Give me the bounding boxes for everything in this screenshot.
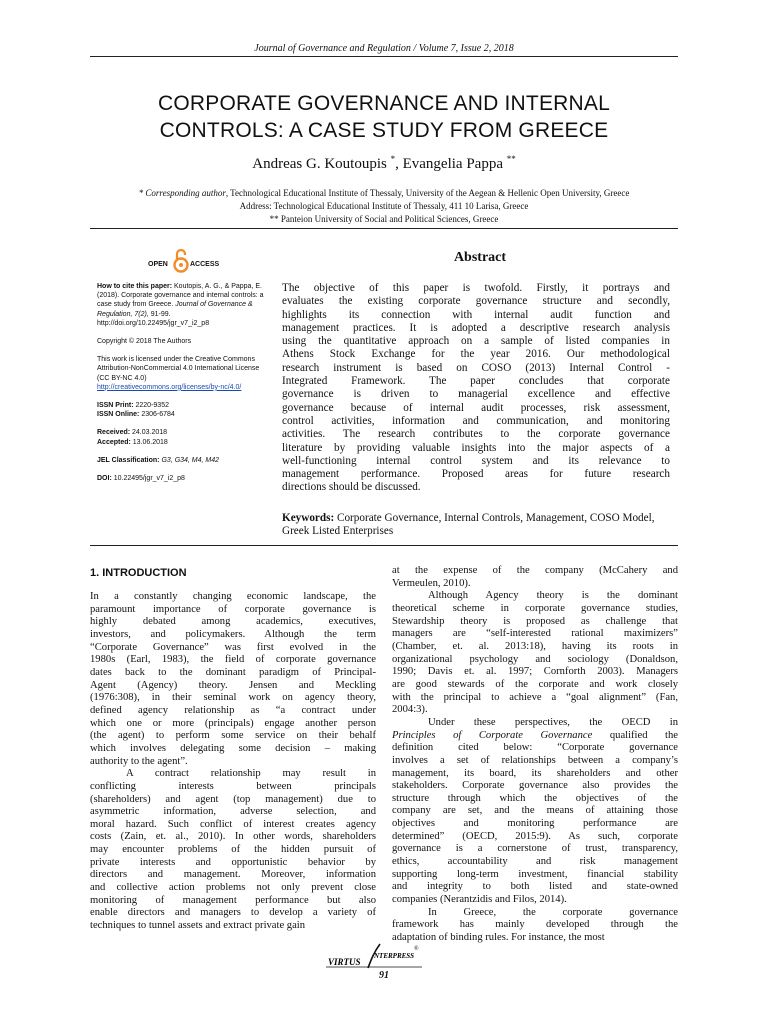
- body-line: are good stewards of the corporate and work closely: [392, 678, 678, 690]
- keywords: [282, 512, 670, 538]
- body-line: which involves delegating some decision – making: [90, 742, 376, 754]
- body-line: adaptation of binding rules. For instance, the most: [392, 932, 605, 944]
- abstract-line: directions should be discussed.: [282, 481, 421, 494]
- abstract-line: well-functioning internal control system and its relevance to: [282, 454, 670, 467]
- body-line: private interests and opportunistic behavior by: [90, 856, 376, 868]
- title-line-2: CONTROLS: A CASE STUDY FROM GREECE: [159, 119, 609, 142]
- abstract-line: governance because of internal audit processes, risk assessment,: [282, 401, 670, 414]
- body-line: enable directors and managers to develop a variety of: [90, 907, 376, 919]
- corresponding-author-label: * Corresponding author: [138, 188, 226, 198]
- jel-value: G3, G34, M4, M42: [159, 456, 220, 464]
- body-line: ethics, accountability and risk management: [392, 856, 678, 868]
- authors: [90, 154, 678, 173]
- doi-value: 10.22495/jgr_v7_i2_p8: [111, 475, 185, 483]
- body-line: Stewardship theory is proposed as challenge that: [392, 615, 678, 627]
- abstract-line: governance is driven to managerial excellence and effective: [282, 388, 670, 401]
- body-line: structure through which the objectives of the: [392, 792, 678, 804]
- body-line: Vermeulen, 2010).: [392, 577, 471, 589]
- citation-label: How to cite this paper:: [97, 283, 173, 290]
- abstract-rule: [90, 545, 678, 546]
- body-line: dates back to the dominant paradigm of Principal-: [90, 666, 376, 678]
- body-line: defined agency relationship as “a contract under: [90, 704, 376, 716]
- publication-title: Principles of Corporate Governance: [392, 729, 593, 741]
- affiliation-rule: [90, 228, 678, 229]
- body-line: Agent (Agency) theory. Jensen and Meckling: [90, 679, 376, 691]
- virtus-interpress-logo: [318, 942, 428, 970]
- body-line: organizational psychology and sociology (Donaldson,: [392, 653, 678, 665]
- abstract-line: The objective of this paper is twofold. Firstly, it portrays and: [282, 282, 670, 294]
- citation-journal: Journal of Governance & Regulation, 7(2),: [97, 301, 253, 318]
- body-line: (the agent) to perform some service on their behalf: [90, 730, 376, 742]
- body-line: framework has mainly developed through the: [392, 919, 678, 931]
- body-line: determined” (OECD, 2015:9). As such, corporate: [392, 830, 678, 842]
- body-line: at the expense of the company (McCahery and: [392, 565, 678, 576]
- open-access-lock-icon: [173, 248, 189, 274]
- body-line: which one or more (principals) engage another person: [90, 717, 376, 729]
- body-line: directors and management. Moreover, information: [90, 869, 376, 881]
- abstract-line: research instrument is based on COSO (2013) Internal Control -: [282, 361, 670, 374]
- citation-text: Koutopis, A. G., & Pappa, E. (2018). Corporate governance and internal controls: a case study from Greece.: [97, 283, 264, 309]
- author-2: , Evangelia Pappa: [395, 156, 507, 172]
- received-date: [97, 428, 267, 437]
- copyright: Copyright © 2018 The Authors: [97, 338, 192, 346]
- doi-label: DOI:: [97, 475, 112, 483]
- page-number: 91: [379, 970, 389, 981]
- body-line: theoretical scheme in corporate governance studies,: [392, 602, 678, 614]
- body-line: “Corporate Governance” was first evolved in the: [90, 641, 376, 653]
- body-line: management, its board, its shareholders and other: [392, 767, 678, 779]
- body-line: company are set, and the means of attaining those: [392, 805, 678, 817]
- body-line: managers are “self-interested rational maximizers”: [392, 628, 678, 640]
- accepted-value: 13.06.2018: [130, 438, 168, 446]
- license-text: This work is licensed under the Creative Commons Attribution-NonCommercial 4.0 International License (CC BY-NC 4.0): [97, 356, 260, 382]
- logo-left-text: VIRTUS: [328, 957, 361, 967]
- author-1: Andreas G. Koutoupis: [252, 156, 391, 172]
- issn-online: [97, 410, 267, 419]
- body-line: with the principal to achieve a “goal alignment” (Fan,: [392, 691, 678, 703]
- corresponding-affiliation: , Technological Educational Institute of Thessaly, University of the Aegean & Hellenic Open University, Greece: [225, 188, 630, 198]
- author-1-mark: *: [390, 154, 396, 164]
- open-access-logo: [148, 248, 238, 274]
- body-line: and integrity to both listed and state-owned: [392, 881, 678, 893]
- abstract-line: control activities, information and communication, and monitoring: [282, 414, 670, 427]
- body-line: (1976:308), in their seminal work on agency theory,: [90, 692, 376, 704]
- accepted-date: [97, 438, 267, 447]
- body-line: 1990; Davis et. al. 1997; Cornforth 2003). Managers: [392, 666, 678, 678]
- logo-right-text: NTERPRESS: [374, 952, 415, 960]
- body-line: 1980s (Earl, 1983), the field of corporate governance: [90, 654, 376, 666]
- issn-online-label: ISSN Online:: [97, 411, 140, 419]
- title-line-1: CORPORATE GOVERNANCE AND INTERNAL: [158, 92, 610, 115]
- body-line: moral hazard. Such conflict of interest creates agency: [90, 818, 376, 830]
- issn-print-label: ISSN Print:: [97, 402, 134, 410]
- body-line: involves a set of relationships between a company’s: [392, 754, 678, 766]
- open-access-right: ACCESS: [190, 261, 220, 268]
- abstract-line: management performance. Proposed areas for future research: [282, 468, 670, 481]
- body-line: conflicting interests between principals: [90, 780, 376, 792]
- received-value: 24.03.2018: [130, 429, 168, 437]
- body-line: asymmetric information, adverse selection, and: [90, 806, 376, 818]
- article-metadata: [97, 282, 267, 483]
- paper-title: [90, 90, 678, 144]
- affiliations: [90, 187, 678, 226]
- section-heading: 1. INTRODUCTION: [90, 567, 187, 579]
- abstract-line: activities. The research contributes to the corporate governance: [282, 428, 670, 441]
- body-line: A contract relationship may result in: [126, 768, 376, 780]
- body-line: (Chamber, et. al. 2013:18), having its roots in: [392, 640, 678, 652]
- body-line: monitoring of management performance but also: [90, 894, 376, 906]
- accepted-label: Accepted:: [97, 438, 131, 446]
- affiliation-second: ** Panteion University of Social and Political Sciences, Greece: [269, 214, 499, 224]
- jel-label: JEL Classification:: [97, 456, 160, 464]
- abstract-line: management practices. It is adopted a descriptive research analysis: [282, 321, 670, 334]
- doi: [97, 474, 267, 483]
- body-line: highly debated among academics, executives,: [90, 616, 376, 628]
- body-column-left: [90, 591, 376, 933]
- body-line: definition cited below: “Corporate governance: [392, 742, 678, 754]
- received-label: Received:: [97, 429, 131, 437]
- body-line: 2004:3).: [392, 704, 428, 716]
- body-line: paramount importance of corporate governance is: [90, 603, 376, 615]
- header-rule: [90, 56, 678, 57]
- open-access-left: OPEN: [148, 261, 168, 268]
- body-line: techniques to tunnel assets and extract private gain: [90, 920, 306, 932]
- keywords-label: Keywords:: [282, 512, 335, 524]
- body-column-right: [392, 565, 678, 945]
- logo-registered-mark: ®: [414, 946, 419, 952]
- citation-end: 91-99. http://doi.org/10.22495/jgr_v7_i2_p8: [97, 310, 210, 327]
- body-line: Under these perspectives, the OECD in: [428, 716, 678, 728]
- body-line: In a constantly changing economic landscape, the: [90, 591, 376, 602]
- body-line: governance is a cornerstone of trust, transparency,: [392, 843, 678, 855]
- abstract-line: evaluates the existing corporate governance structure and secondly,: [282, 295, 670, 308]
- abstract-line: highlights its connection with internal audit function and: [282, 308, 670, 321]
- license-link-row: [97, 383, 267, 392]
- abstract-line: literature by providing valuable insights into the major aspects of a: [282, 441, 670, 454]
- body-line: stakeholders. Corporate governance also provides the: [392, 780, 678, 792]
- abstract-heading: Abstract: [453, 250, 507, 265]
- keywords-text: Corporate Governance, Internal Controls, Management, COSO Model, Greek Listed Enterprises: [282, 512, 655, 537]
- abstract-line: using the quantitative approach on a sample of listed companies in: [282, 335, 670, 348]
- body-line: investors, and policymakers. Although the term: [90, 628, 376, 640]
- body-line: objectives and monitoring performance are: [392, 818, 678, 830]
- body-line: companies (Nerantzidis and Filos, 2014).: [392, 894, 567, 906]
- body-line: may encounter problems of the hidden pursuit of: [90, 844, 376, 856]
- body-line: (shareholders) and agent (top management) due to: [90, 793, 376, 805]
- body-line: supporting long-term investment, financial stability: [392, 868, 678, 880]
- affiliation-address: Address: Technological Educational Institute of Thessaly, 411 10 Larisa, Greece: [239, 201, 529, 211]
- citation: [97, 282, 267, 328]
- abstract-line: Athens Stock Exchange for the year 2016. Our methodological: [282, 348, 670, 361]
- abstract-line: Integrated Framework. The paper concludes that corporate: [282, 375, 670, 388]
- jel-classification: [97, 456, 267, 465]
- body-line: Principles of Corporate Governance qualified the: [392, 729, 678, 741]
- body-line: costs (Zain, et. al., 2010). In other words, shareholders: [90, 831, 376, 843]
- body-line: authority to the agent”.: [90, 755, 188, 767]
- issn-print-value: 2220-9352: [133, 402, 169, 410]
- author-2-mark: **: [506, 154, 516, 164]
- affiliation-corresponding: [90, 187, 678, 200]
- journal-header: Journal of Governance and Regulation / Volume 7, Issue 2, 2018: [254, 43, 514, 54]
- body-line: and collective action problems not only prevent close: [90, 882, 376, 894]
- license-link[interactable]: http://creativecommons.org/licenses/by-nc/4.0/: [97, 383, 242, 391]
- issn-print: [97, 401, 267, 410]
- abstract-body: [282, 282, 670, 495]
- body-line: In Greece, the corporate governance: [428, 906, 678, 918]
- issn-online-value: 2306-6784: [139, 411, 175, 419]
- body-line: Although Agency theory is the dominant: [428, 590, 678, 602]
